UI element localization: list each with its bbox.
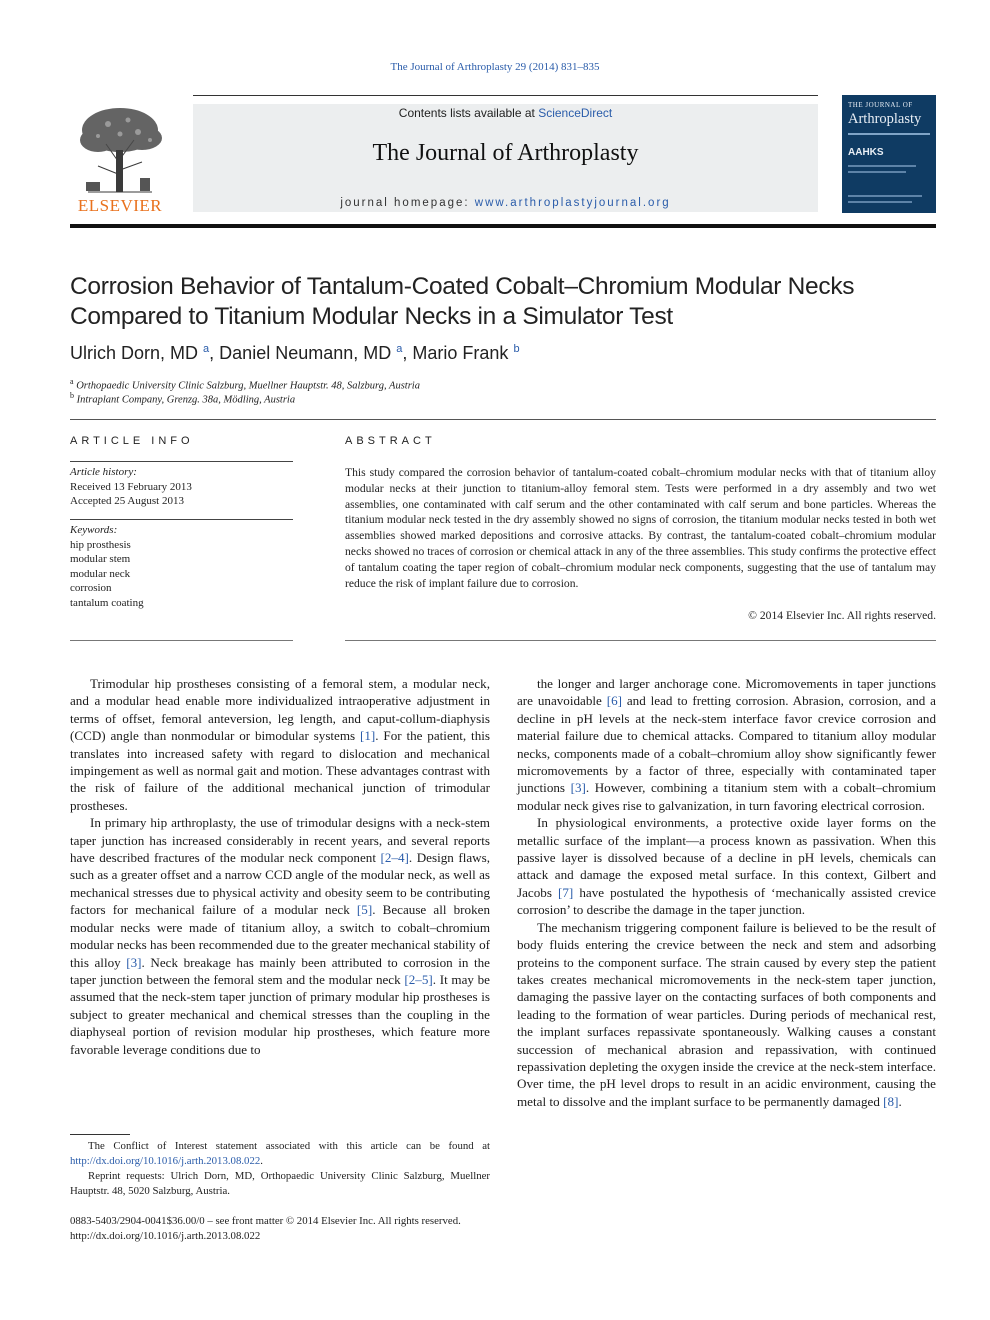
contents-prefix: Contents lists available at (398, 106, 539, 120)
citation-link[interactable]: [5] (356, 902, 373, 918)
body-text: and lead to fretting corrosion. Abrasion, corrosion, and a decline in pH levels at the neck-stem interface favor crevice corrosion and material failure due to chemical attacks. Compared to titanium alloy modular necks, components made of a cobalt–chromium alloy show significantly fewer micromovements by a factor of three, especially with contaminated taper junctions (517, 693, 936, 796)
article-info-bottom-rule (70, 640, 293, 641)
body-text: . It may be assumed that the neck-stem taper junction of primary modular hip prostheses is subject to greater mechanical and chemical stresses than the coupling in the diaphyseal portion of revision modular hip prostheses, which feature more favorable leverage conditions due to (70, 971, 490, 1057)
abstract-text: This study compared the corrosion behavior of tantalum-coated cobalt–chromium modular necks with that of titanium alloy modular necks at their junction to titanium-alloy femoral stem. Tests were performed in a dry assembly and two wet assemblies, one contaminated with calf serum and the other contaminated with calf serum and bone particles. Whereas the titanium modular neck tested in the dry assembly showed no signs of corrosion, the titanium modular necks tested in both wet assemblies showed marked depositions and corrosive attacks. By contrast, the tantalum-coated cobalt–chromium modular necks showed no traces of corrosion or chemical attack in any of the three assemblies. This study confirms the protective effect of tantalum coating the taper region of cobalt–chromium modular neck components, suggesting that the use of tantalum may reduce the risk of implant failure due to corrosion. (345, 466, 936, 590)
body-column-right (517, 675, 936, 1110)
keyword: modular neck (70, 567, 131, 580)
affiliation (70, 391, 295, 406)
body-text: In physiological environments, a protective oxide layer forms on the metallic surface of the implant—a process known as passivation. When this passive layer is dissolved because of a decline in pH levels, chemicals can attack and damage the exposed metal surface. In this context, Gilbert and Jacobs (517, 815, 936, 900)
citation-link[interactable]: [3] (570, 780, 586, 796)
body-text: . (898, 1093, 902, 1109)
body-text: have postulated the hypothesis of ‘mechanically assisted crevice corrosion’ to describe the damage in the taper junction. (517, 884, 936, 918)
title-block-rule (70, 419, 936, 420)
author-separator: , (209, 343, 220, 363)
doi-link[interactable]: http://dx.doi.org/10.1016/j.arth.2013.08.022 (70, 1230, 261, 1242)
cover-text-line (848, 195, 922, 197)
copyright-notice: © 2014 Elsevier Inc. All rights reserved. (748, 609, 936, 622)
article-info-heading: ARTICLE INFO (70, 435, 194, 447)
journal-cover-thumbnail[interactable] (842, 95, 936, 213)
masthead-bottom-rule (70, 224, 936, 228)
article-title: Corrosion Behavior of Tantalum-Coated Cobalt–Chromium Modular Necks Compared to Titanium Modular Necks in a Simulator Test (70, 273, 855, 330)
citation-link[interactable]: [3] (126, 954, 142, 970)
footnote-rule (70, 1134, 130, 1135)
body-text: . Because all broken modular necks were made of titanium alloy, a switch to cobalt–chromium modular necks has been recommended due to the greater mechanical stability of this alloy (70, 902, 490, 970)
elsevier-wordmark: ELSEVIER (77, 196, 163, 215)
conflict-link[interactable]: http://dx.doi.org/10.1016/j.arth.2013.08.022 (70, 1155, 261, 1167)
tree-icon (68, 104, 172, 194)
homepage-prefix: journal homepage: (340, 197, 475, 209)
body-paragraph (70, 675, 490, 814)
cover-text-line (848, 171, 906, 173)
author-affiliation-marker[interactable]: a (203, 343, 210, 355)
body-text: . Neck breakage has mainly been attributed to corrosion in the taper junction between the femoral stem and the modular neck (70, 954, 490, 987)
author-affiliation-marker[interactable]: a (396, 343, 403, 355)
cover-text-line (848, 201, 912, 203)
accepted-date: Accepted 25 August 2013 (70, 495, 184, 507)
citation-link[interactable]: [2–4] (380, 850, 409, 866)
affiliation-marker: b (70, 391, 74, 400)
body-text: . Design flaws, such as a greater offset and a narrow CCD angle of the modular neck, as well as mechanical stresses due to physical activity and obesity seem to be contributing factors for mechanical failure of a modular neck (70, 850, 490, 918)
affiliation-marker: a (70, 377, 74, 386)
citation-link[interactable]: [8] (883, 1093, 899, 1109)
conflict-text: The Conflict of Interest statement associated with this article can be found at (88, 1140, 490, 1152)
keywords-block (70, 523, 293, 610)
body-paragraph (517, 919, 936, 1110)
author-affiliation-marker[interactable]: b (513, 343, 520, 355)
elsevier-tree-logo (68, 104, 172, 216)
body-text: Trimodular hip prostheses consisting of a femoral stem, a modular neck, and a modular head enable more individualized intraoperative adjustment in terms of offset, femoral anteversion, leg length, and caput-collum-diaphysis (CCD) angle than nonmodular or bimodular systems (70, 676, 490, 744)
keyword: modular stem (70, 553, 131, 565)
body-text: . However, combining a titanium stem with a cobalt–chromium modular neck gives rise to galvanization, in turn favoring electrical corrosion. (517, 780, 936, 813)
conflict-footnote (70, 1139, 490, 1169)
author-name[interactable]: Ulrich Dorn, MD (70, 343, 199, 363)
keywords-label: Keywords: (70, 524, 118, 536)
abstract-bottom-rule (345, 640, 936, 641)
cover-text-line (848, 165, 916, 167)
article-info-rule (70, 461, 293, 462)
article-history (70, 465, 293, 509)
masthead-rule (193, 95, 818, 96)
cover-rule (848, 133, 930, 135)
journal-title: The Journal of Arthroplasty (372, 140, 639, 166)
author-list (70, 343, 520, 364)
abstract-heading: ABSTRACT (345, 435, 436, 447)
cover-line-2: Arthroplasty (848, 111, 922, 127)
body-paragraph (517, 675, 936, 814)
cover-line-1: THE JOURNAL OF (848, 101, 913, 109)
keyword: hip prosthesis (70, 538, 131, 551)
citation-link[interactable]: [6] (606, 693, 622, 709)
journal-reference[interactable]: The Journal of Arthroplasty 29 (2014) 831–835 (390, 61, 600, 73)
author-name[interactable]: Mario Frank (412, 343, 509, 363)
affiliation-text: Intraplant Company, Grenzg. 38a, Mödling, Austria (76, 394, 296, 406)
issn-line: 0883-5403/2904-0041$36.00/0 – see front matter © 2014 Elsevier Inc. All rights reserved. (70, 1215, 461, 1227)
body-column-left (70, 675, 490, 1058)
citation-link[interactable]: [2–5] (404, 971, 433, 987)
conflict-suffix: . (260, 1155, 263, 1167)
contents-availability (193, 106, 818, 120)
homepage-link[interactable]: www.arthroplastyjournal.org (474, 197, 671, 209)
keyword: corrosion (70, 582, 112, 594)
received-date: Received 13 February 2013 (70, 480, 192, 493)
cover-line-3: AAHKS (848, 147, 884, 158)
footnotes (70, 1139, 490, 1199)
citation-link[interactable]: [1] (360, 728, 376, 744)
citation-link[interactable]: [7] (557, 884, 574, 900)
author-name[interactable]: Daniel Neumann, MD (219, 343, 392, 363)
body-text: The mechanism triggering component failure is believed to be the result of body fluids entering the crevice between the neck and stem and adsorbing proteins to the component surface. The strain caused by every step the patient takes creates mechanical micromovements in the neck-stem taper junction, damaging the passive layer on the contacting surfaces of both components and leading to the formation of wear particles. During periods of mechanical rest, the implant surfaces repassivate spontaneously. Walking causes a constant succession of mechanical abrasion and repassivation, with continued repassivation depleting the oxygen inside the crevice at the neck-stem interface. Over time, the pH level drops to result in an acidic environment, causing the metal to dissolve and the implant surface to be permanently damaged (517, 919, 936, 1109)
body-text: In primary hip arthroplasty, the use of trimodular designs with a neck-stem taper junction has increased considerably in recent years, and several reports have described fractures of the modular neck component (70, 815, 490, 866)
affiliation (70, 377, 420, 392)
body-text: . For the patient, this translates into increased safety with regard to dislocation and mechanical impingement as well as normal gait and motion. These advantages contrast with the risk of failure of the additional mechanical junction of trimodular prostheses. (70, 728, 490, 813)
body-paragraph (70, 814, 490, 1058)
sciencedirect-link[interactable]: ScienceDirect (538, 106, 613, 120)
reprint-footnote: Reprint requests: Ulrich Dorn, MD, Orthopaedic University Clinic Salzburg, Muellner Hauptstr. 48, 5020 Salzburg, Austria. (70, 1170, 490, 1197)
author-separator: , (402, 343, 413, 363)
keywords-rule (70, 519, 293, 520)
body-text: the longer and larger anchorage cone. Micromovements in taper junctions are unavoidable (517, 676, 936, 709)
journal-homepage (193, 197, 818, 209)
body-paragraph (517, 814, 936, 918)
history-label: Article history: (70, 466, 137, 478)
keyword: tantalum coating (70, 596, 144, 609)
affiliation-text: Orthopaedic University Clinic Salzburg, Muellner Hauptstr. 48, Salzburg, Austria (76, 380, 420, 392)
